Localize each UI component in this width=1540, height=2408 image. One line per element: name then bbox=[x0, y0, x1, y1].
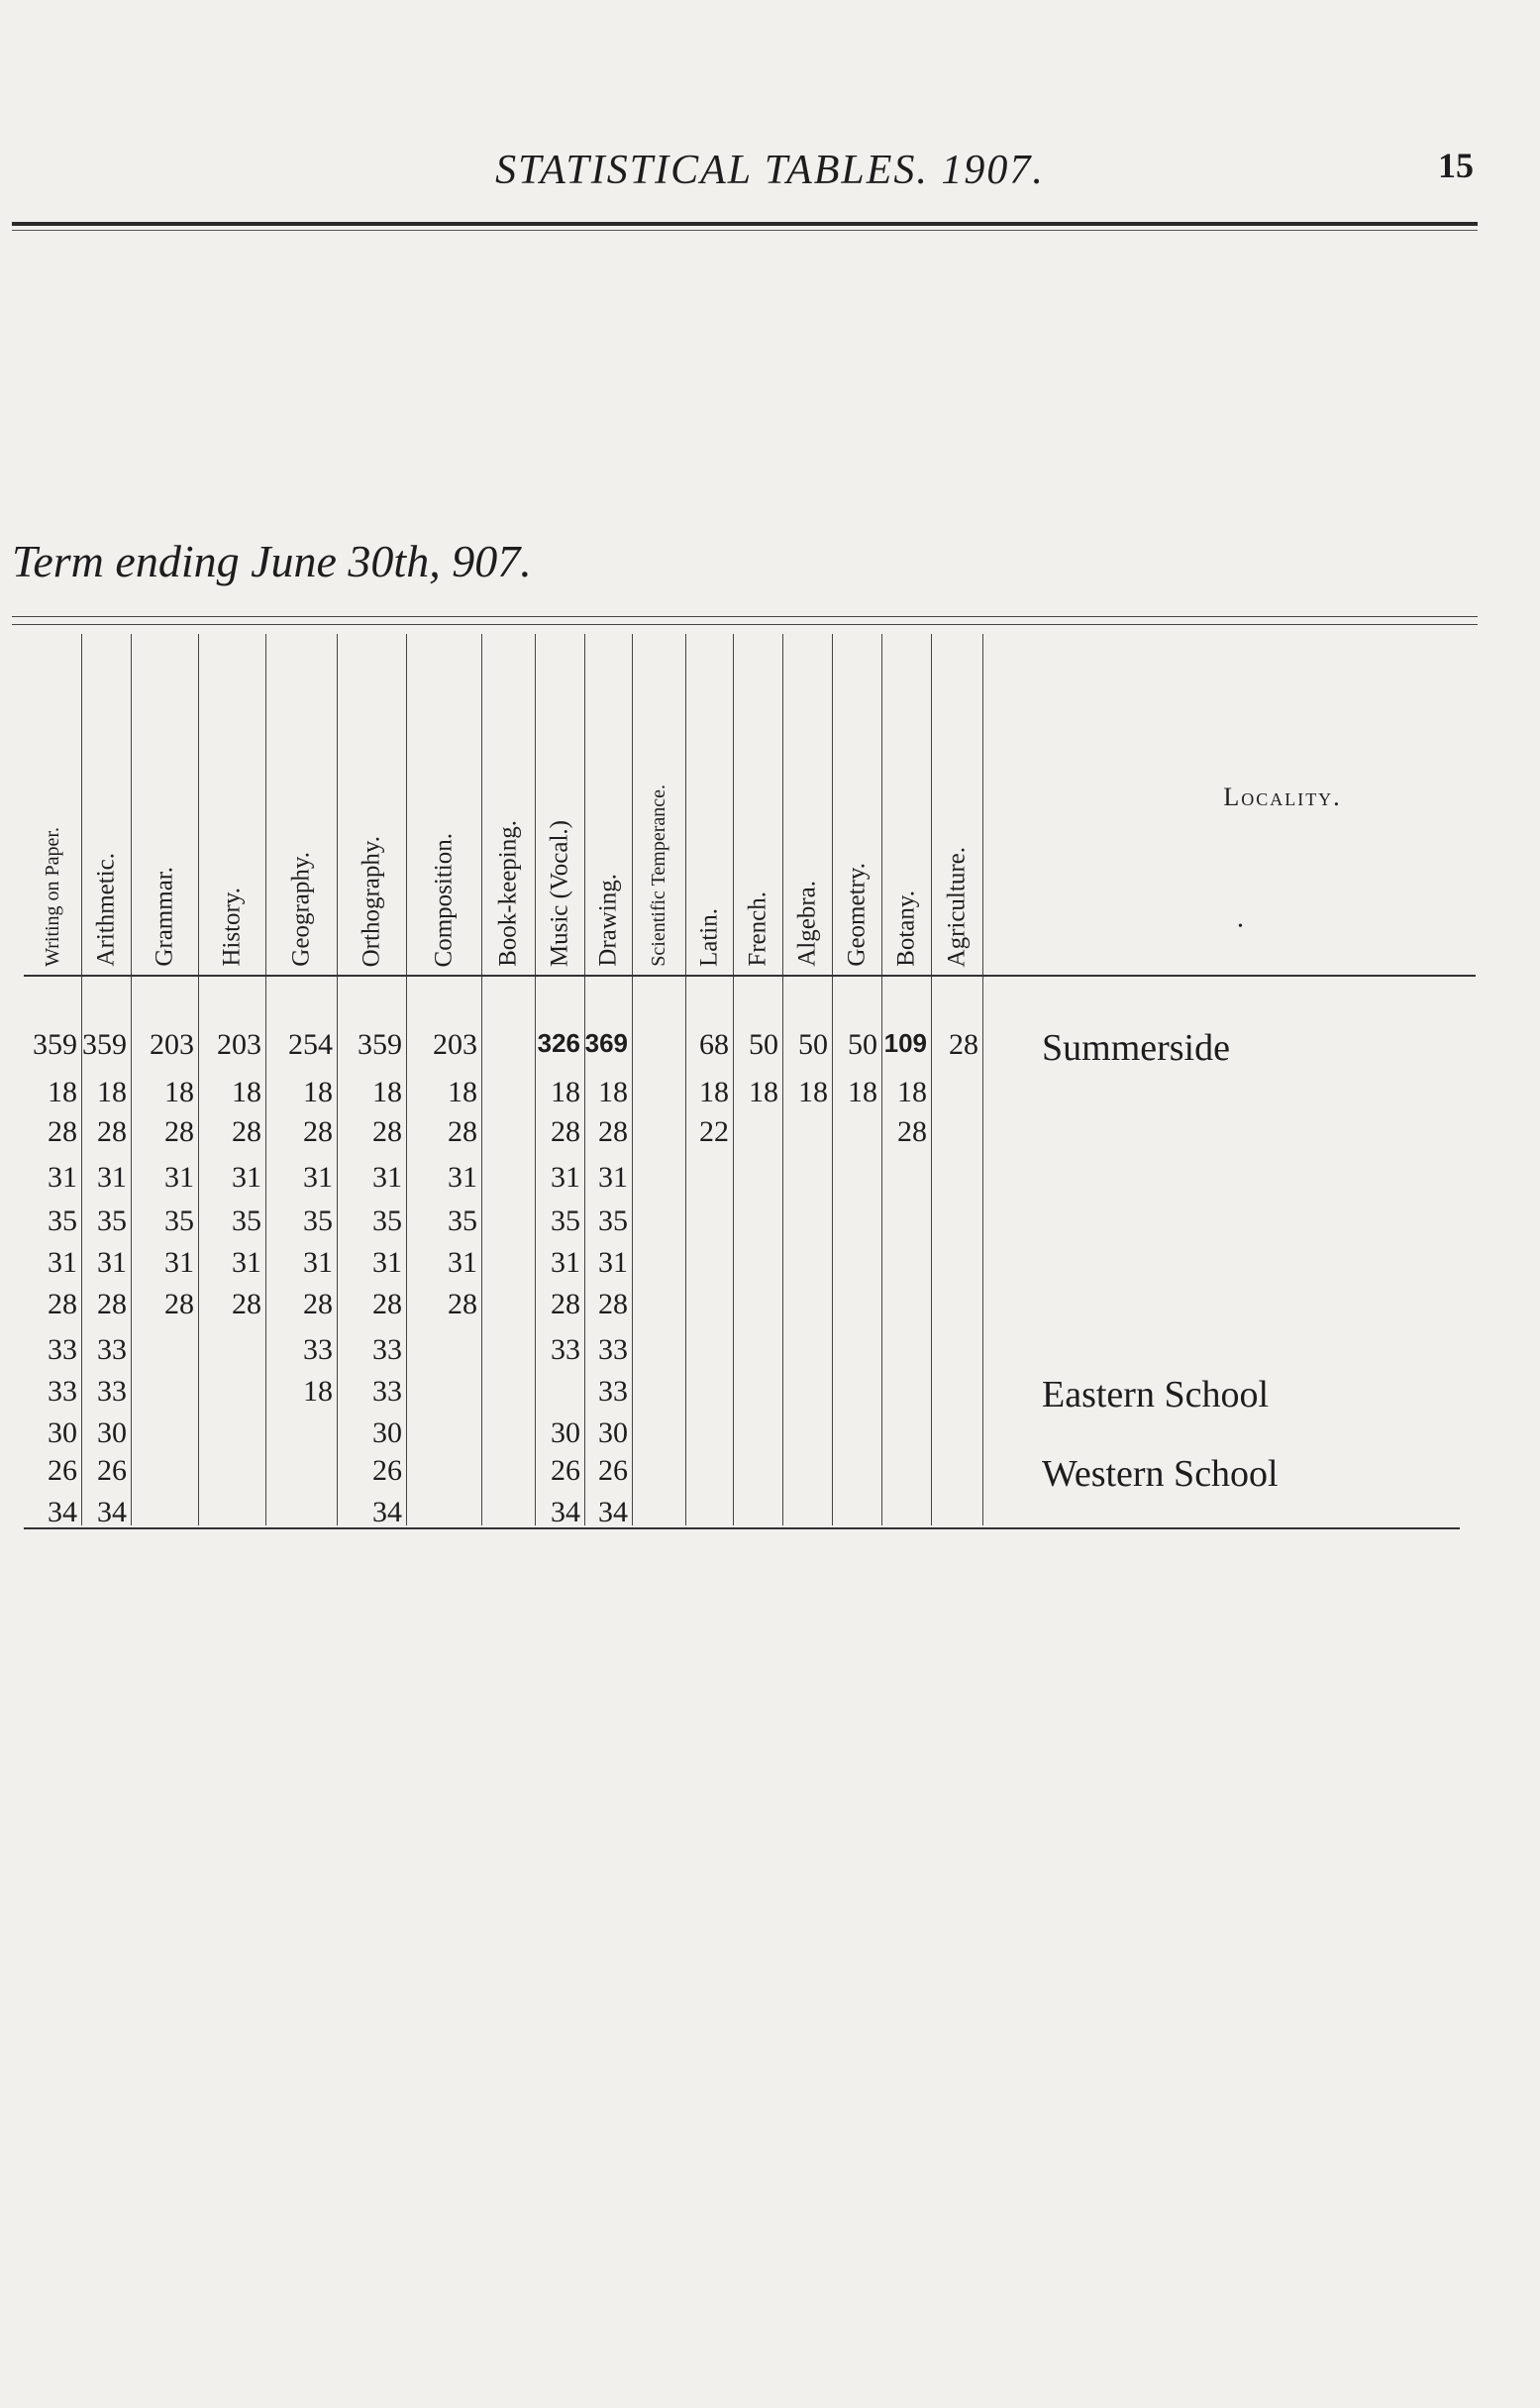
table-cell: 26 bbox=[372, 1454, 402, 1487]
table-cell: 28 bbox=[598, 1288, 628, 1320]
column-header bbox=[931, 634, 982, 971]
table-cell: 18 bbox=[551, 1076, 580, 1108]
column-header-label: History. bbox=[218, 888, 246, 967]
table-cell: 28 bbox=[232, 1115, 261, 1148]
table-top-rule-thin bbox=[12, 624, 1478, 625]
column-header-label: Agriculture. bbox=[943, 846, 971, 967]
table-cell: 50 bbox=[798, 1028, 828, 1061]
table-cell: 18 bbox=[48, 1076, 77, 1108]
table-cell: 31 bbox=[598, 1161, 628, 1194]
table-cell: 34 bbox=[48, 1496, 77, 1528]
table-cell: 18 bbox=[372, 1076, 402, 1108]
table-cell: 28 bbox=[448, 1115, 477, 1148]
table-cell: 35 bbox=[232, 1204, 261, 1237]
table-cell: 28 bbox=[551, 1115, 580, 1148]
table-cell: 33 bbox=[48, 1375, 77, 1408]
table-cell: 35 bbox=[372, 1204, 402, 1237]
table-cell: 28 bbox=[232, 1288, 261, 1320]
table-cell: 18 bbox=[749, 1076, 778, 1108]
table-cell: 28 bbox=[164, 1115, 194, 1148]
table-cell: 31 bbox=[303, 1246, 333, 1279]
table-cell: 359 bbox=[358, 1028, 402, 1061]
column-header bbox=[131, 634, 198, 971]
column-header bbox=[337, 634, 406, 971]
table-cell: 28 bbox=[97, 1115, 127, 1148]
column-header bbox=[632, 634, 685, 971]
table-cell: 18 bbox=[448, 1076, 477, 1108]
column-header bbox=[481, 634, 535, 971]
table-cell: 28 bbox=[372, 1115, 402, 1148]
table-cell: 31 bbox=[164, 1246, 194, 1279]
column-header-label: Arithmetic. bbox=[92, 853, 120, 967]
table-cell: 31 bbox=[372, 1161, 402, 1194]
column-header bbox=[782, 634, 832, 971]
table-cell: 35 bbox=[598, 1204, 628, 1237]
locality-cell: Eastern School bbox=[1042, 1374, 1270, 1415]
table-cell: 26 bbox=[551, 1454, 580, 1487]
column-header-label: Grammar. bbox=[151, 867, 178, 967]
table-cell: 203 bbox=[150, 1028, 194, 1061]
column-header bbox=[881, 634, 931, 971]
column-header-label: Geography. bbox=[287, 852, 315, 967]
table-cell: 203 bbox=[433, 1028, 477, 1061]
table-cell: 369 bbox=[584, 1028, 628, 1058]
table-cell: 26 bbox=[48, 1454, 77, 1487]
table-cell: 18 bbox=[232, 1076, 261, 1108]
table-cell: 33 bbox=[97, 1333, 127, 1366]
table-cell: 31 bbox=[232, 1161, 261, 1194]
column-header-label: Music (Vocal.) bbox=[546, 819, 573, 967]
table-cell: 35 bbox=[164, 1204, 194, 1237]
table-cell: 31 bbox=[598, 1246, 628, 1279]
table-cell: 50 bbox=[749, 1028, 778, 1061]
table-cell: 33 bbox=[372, 1375, 402, 1408]
table-cell: 18 bbox=[848, 1076, 877, 1108]
column-header-label: Drawing. bbox=[594, 874, 622, 967]
table-cell: 31 bbox=[372, 1246, 402, 1279]
column-header-label: Scientific Temperance. bbox=[648, 785, 669, 967]
table-cell: 30 bbox=[48, 1416, 77, 1449]
table-cell: 68 bbox=[699, 1028, 729, 1061]
column-header bbox=[81, 634, 131, 971]
table-cell: 28 bbox=[551, 1288, 580, 1320]
table-cell: 35 bbox=[303, 1204, 333, 1237]
table-cell: 33 bbox=[598, 1333, 628, 1366]
locality-cell: Summerside bbox=[1042, 1027, 1230, 1069]
column-header-label: Writing on Paper. bbox=[42, 827, 63, 967]
table-cell: 35 bbox=[48, 1204, 77, 1237]
table-cell: 35 bbox=[448, 1204, 477, 1237]
header-ornament: • bbox=[1238, 919, 1243, 934]
column-header-label: Book-keeping. bbox=[494, 820, 522, 967]
column-header bbox=[535, 634, 584, 971]
table-cell: 254 bbox=[288, 1028, 333, 1061]
table-cell: 31 bbox=[48, 1161, 77, 1194]
table-cell: 34 bbox=[97, 1496, 127, 1528]
table-cell: 326 bbox=[537, 1028, 580, 1058]
table-cell: 31 bbox=[97, 1161, 127, 1194]
column-header bbox=[406, 634, 481, 971]
column-header-label: French. bbox=[744, 891, 771, 967]
table-cell: 33 bbox=[551, 1333, 580, 1366]
table-cell: 28 bbox=[97, 1288, 127, 1320]
table-cell: 28 bbox=[303, 1288, 333, 1320]
table-cell: 31 bbox=[448, 1246, 477, 1279]
table-cell: 30 bbox=[598, 1416, 628, 1449]
column-header bbox=[733, 634, 782, 971]
table-cell: 18 bbox=[303, 1375, 333, 1408]
header-bottom-rule bbox=[24, 975, 1476, 977]
table-cell: 359 bbox=[82, 1028, 127, 1061]
column-header bbox=[832, 634, 881, 971]
column-header bbox=[685, 634, 733, 971]
table-cell: 28 bbox=[48, 1288, 77, 1320]
table-cell: 33 bbox=[372, 1333, 402, 1366]
table-cell: 30 bbox=[551, 1416, 580, 1449]
table-cell: 203 bbox=[217, 1028, 261, 1061]
column-rule bbox=[982, 634, 983, 1525]
table-cell: 28 bbox=[949, 1028, 978, 1061]
table-cell: 31 bbox=[97, 1246, 127, 1279]
table-cell: 18 bbox=[97, 1076, 127, 1108]
column-header-label: Orthography. bbox=[358, 835, 385, 967]
header-rule bbox=[12, 222, 1478, 226]
column-header-label: Botany. bbox=[892, 890, 920, 967]
table-bottom-rule bbox=[24, 1527, 1460, 1529]
table-cell: 34 bbox=[598, 1496, 628, 1528]
column-header-label: Geometry. bbox=[843, 863, 871, 967]
table-cell: 18 bbox=[598, 1076, 628, 1108]
table-cell: 31 bbox=[303, 1161, 333, 1194]
table-cell: 30 bbox=[97, 1416, 127, 1449]
table-cell: 31 bbox=[48, 1246, 77, 1279]
table-cell: 33 bbox=[598, 1375, 628, 1408]
table-cell: 31 bbox=[164, 1161, 194, 1194]
table-cell: 26 bbox=[97, 1454, 127, 1487]
locality-header: Locality. bbox=[1223, 783, 1342, 811]
column-header bbox=[265, 634, 337, 971]
table-cell: 18 bbox=[164, 1076, 194, 1108]
table-cell: 18 bbox=[798, 1076, 828, 1108]
running-head: STATISTICAL TABLES. 1907. bbox=[495, 148, 1045, 193]
column-header-label: Latin. bbox=[695, 907, 723, 967]
table-cell: 28 bbox=[372, 1288, 402, 1320]
table-cell: 28 bbox=[164, 1288, 194, 1320]
table-cell: 33 bbox=[48, 1333, 77, 1366]
table-cell: 28 bbox=[303, 1115, 333, 1148]
table-cell: 31 bbox=[448, 1161, 477, 1194]
table-cell: 31 bbox=[551, 1161, 580, 1194]
table-cell: 18 bbox=[303, 1076, 333, 1108]
table-top-rule bbox=[12, 616, 1478, 617]
table-cell: 34 bbox=[372, 1496, 402, 1528]
table-cell: 31 bbox=[551, 1246, 580, 1279]
page-number: 15 bbox=[1438, 146, 1474, 185]
column-header-label: Algebra. bbox=[793, 881, 821, 967]
column-header bbox=[198, 634, 265, 971]
column-header-label: Composition. bbox=[430, 832, 458, 967]
table-cell: 28 bbox=[448, 1288, 477, 1320]
table-cell: 35 bbox=[97, 1204, 127, 1237]
table-cell: 33 bbox=[97, 1375, 127, 1408]
table-cell: 30 bbox=[372, 1416, 402, 1449]
table-cell: 109 bbox=[883, 1028, 927, 1058]
header-rule-thin bbox=[12, 230, 1478, 231]
table-cell: 22 bbox=[699, 1115, 729, 1148]
table-cell: 359 bbox=[33, 1028, 77, 1061]
column-header bbox=[584, 634, 632, 971]
table-cell: 18 bbox=[897, 1076, 927, 1108]
table-cell: 31 bbox=[232, 1246, 261, 1279]
table-cell: 35 bbox=[551, 1204, 580, 1237]
table-cell: 28 bbox=[598, 1115, 628, 1148]
table-cell: 18 bbox=[699, 1076, 729, 1108]
column-header bbox=[24, 634, 81, 971]
table-cell: 28 bbox=[897, 1115, 927, 1148]
term-title: Term ending June 30th, 907. bbox=[12, 536, 532, 586]
table-cell: 33 bbox=[303, 1333, 333, 1366]
table-cell: 26 bbox=[598, 1454, 628, 1487]
table-cell: 50 bbox=[848, 1028, 877, 1061]
locality-cell: Western School bbox=[1042, 1453, 1279, 1495]
table-cell: 34 bbox=[551, 1496, 580, 1528]
table-cell: 28 bbox=[48, 1115, 77, 1148]
